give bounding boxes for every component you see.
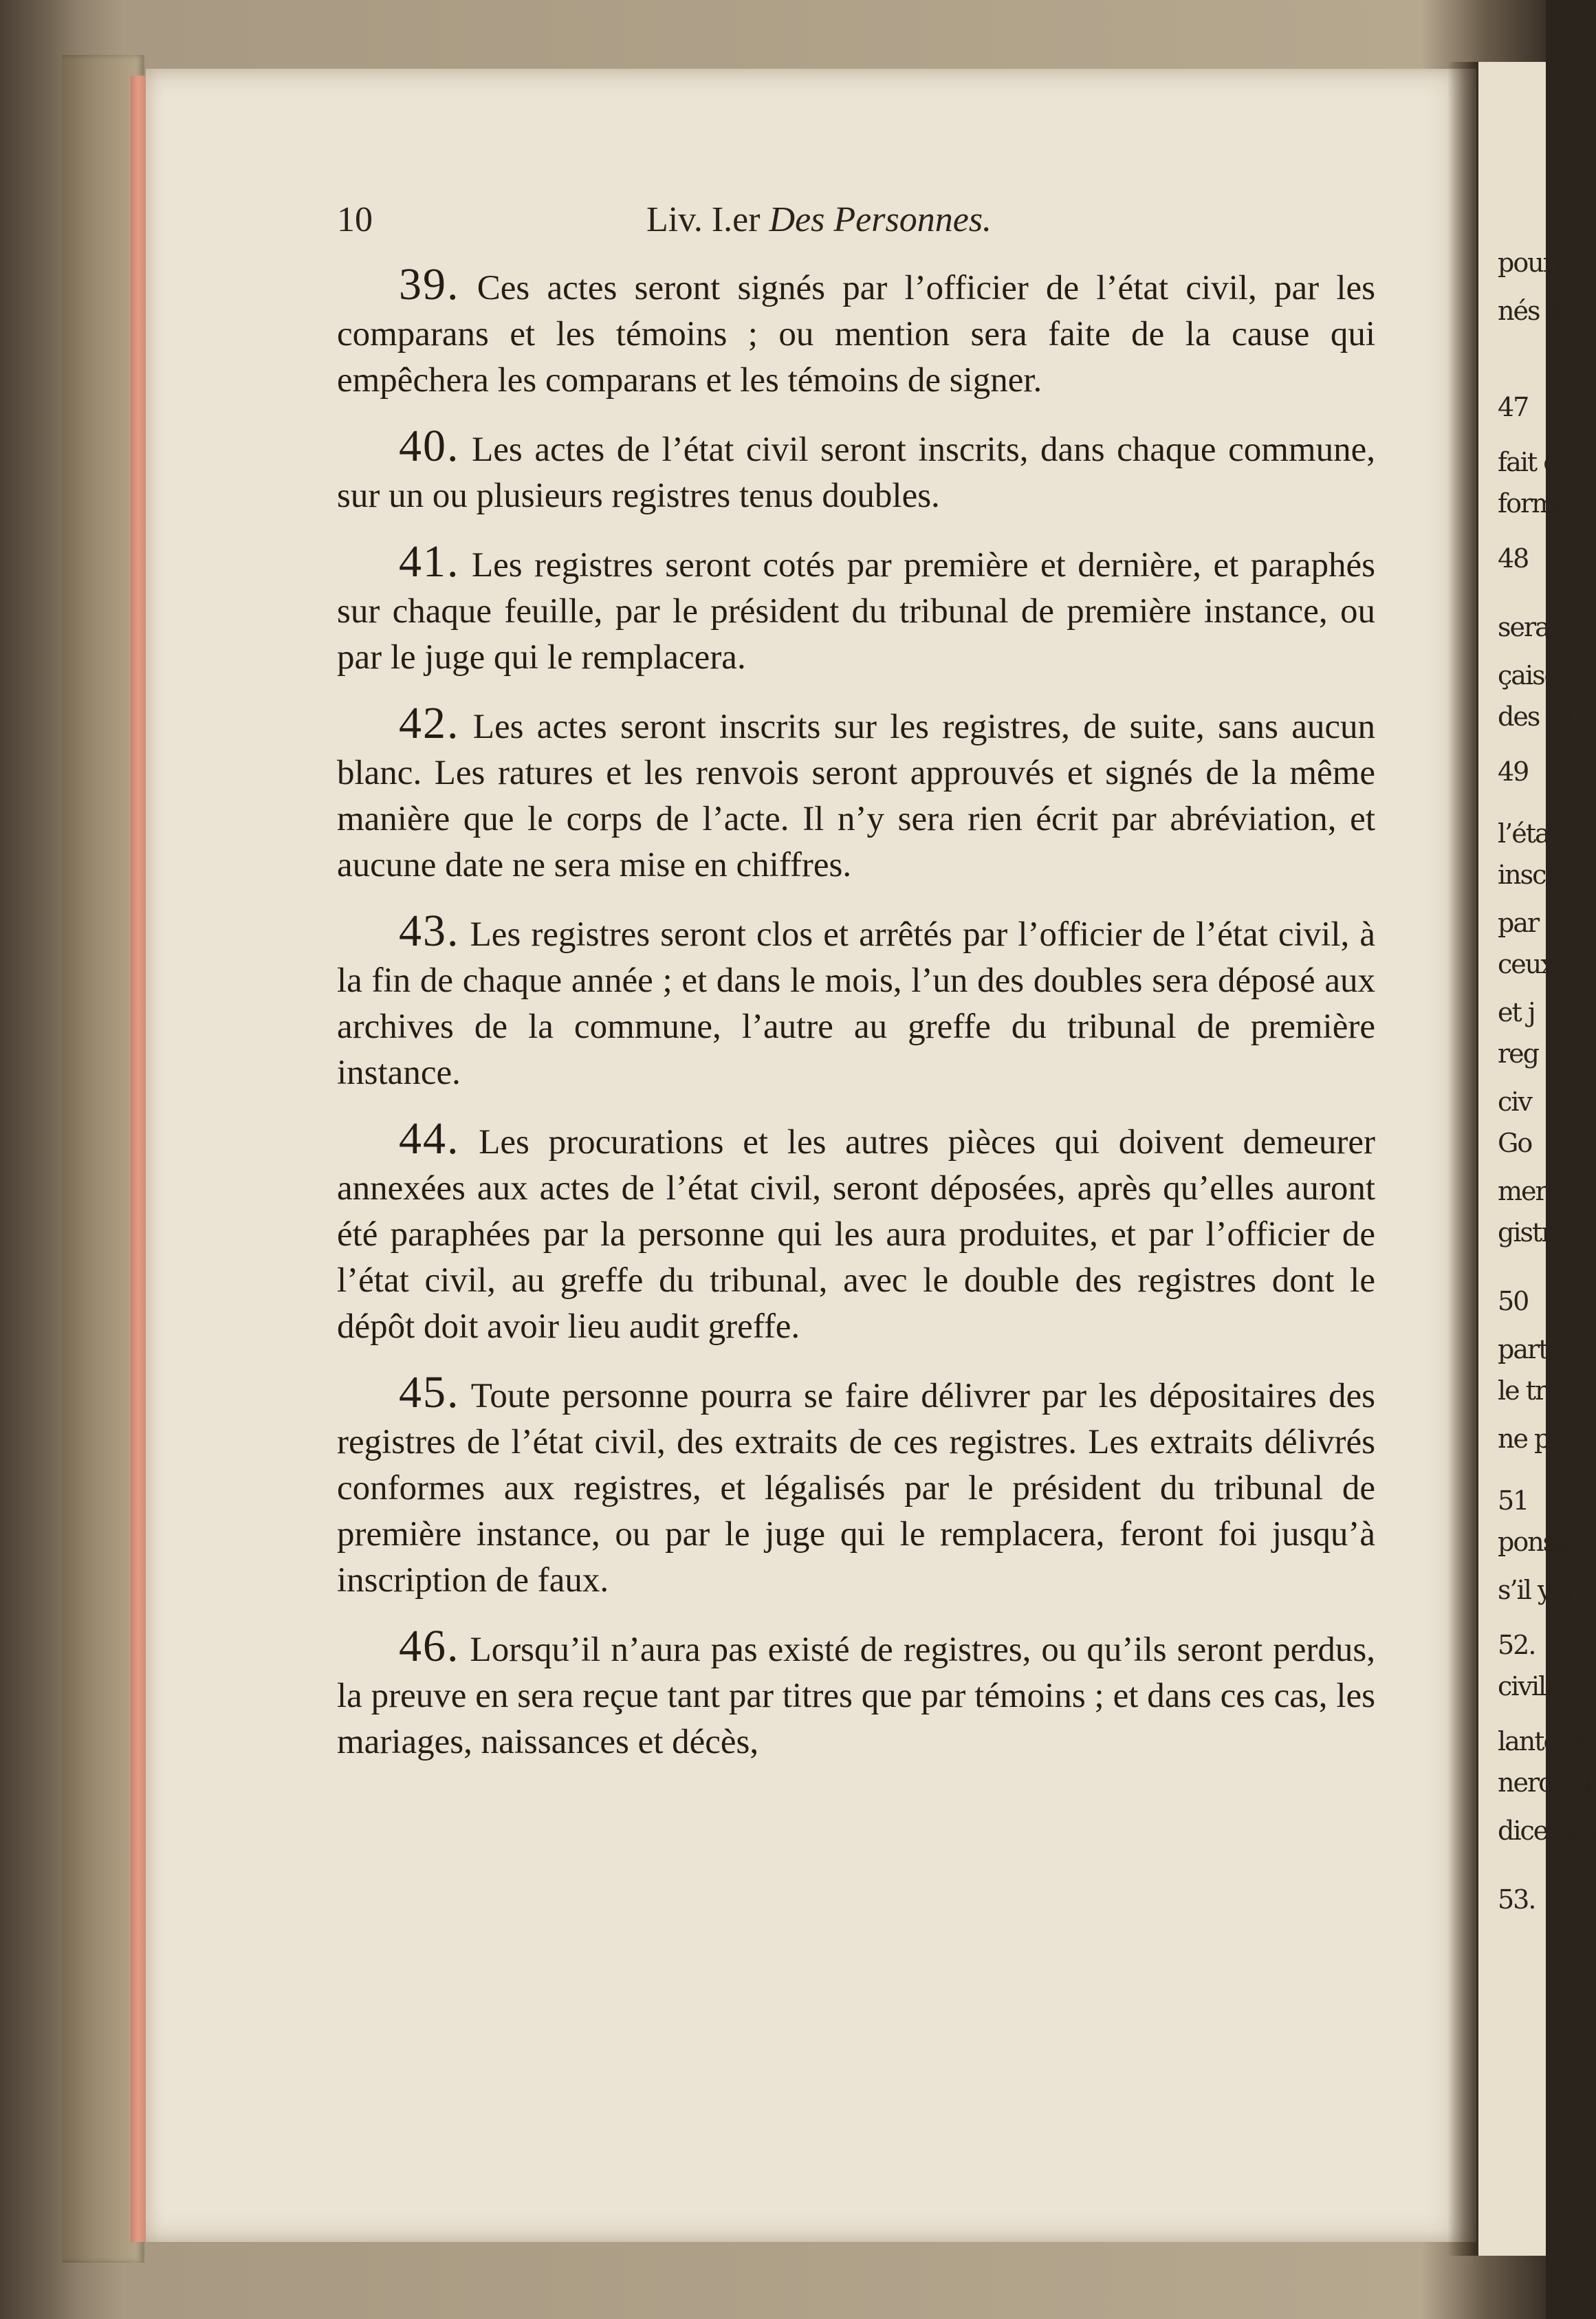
- facing-page-text-fragment: pourr: [1498, 248, 1566, 278]
- facing-page-text-fragment: sera v: [1498, 612, 1570, 642]
- facing-page-text-fragment: Go: [1498, 1128, 1532, 1158]
- facing-page-text-fragment: s’il y a: [1498, 1575, 1573, 1605]
- article-number: 40.: [399, 421, 460, 471]
- facing-page-text-fragment: civ: [1498, 1087, 1531, 1117]
- facing-page-text-fragment: ponsab: [1498, 1527, 1585, 1557]
- facing-page-text-fragment: lante et: [1498, 1726, 1588, 1756]
- book-gutter: [1447, 62, 1482, 2256]
- article-paragraph: [337, 1369, 1375, 1604]
- article-number: 43.: [399, 906, 460, 956]
- facing-page-text-fragment: part: [1498, 1334, 1548, 1364]
- facing-page-text-fragment: l’état: [1498, 818, 1558, 849]
- article-number: 46.: [399, 1621, 460, 1671]
- facing-page-text-fragment: 47: [1498, 392, 1529, 422]
- facing-page-text-fragment: fait e: [1498, 447, 1557, 477]
- facing-page-text-fragment: 48: [1498, 543, 1529, 574]
- facing-page-text-fragment: 49: [1498, 756, 1529, 787]
- running-head: [646, 199, 992, 240]
- facing-page-text-fragment: reg: [1498, 1038, 1538, 1069]
- facing-page-text-fragment: 51: [1498, 1485, 1529, 1516]
- article-number: 42.: [399, 698, 460, 748]
- facing-page-text-fragment: dice des: [1498, 1816, 1596, 1846]
- running-head-book: Liv. I.er: [646, 200, 761, 239]
- facing-page-text-fragment: 52.: [1498, 1630, 1535, 1660]
- facing-page-text-fragment: par: [1498, 908, 1539, 938]
- facing-page-text-fragment: 53.: [1498, 1884, 1535, 1915]
- article-text: Les actes seront inscrits sur les registres, de suite, sans aucun blanc. Les ratures et les renvois seront approuvés et signés de la même manière que le corps de l’acte. Il n’y sera rien écrit par abréviation, et aucune date ne sera mise en chiffres.: [337, 708, 1376, 884]
- facing-page-text-fragment: ceux: [1498, 949, 1554, 979]
- article-paragraph: [337, 423, 1375, 519]
- facing-page-text-fragment: çaises: [1498, 660, 1571, 690]
- article-number: 41.: [399, 536, 460, 587]
- facing-page-text-fragment: mer: [1498, 1176, 1546, 1206]
- facing-page-text-fragment: nés d: [1498, 296, 1562, 326]
- facing-page-text-fragment: des re: [1498, 701, 1572, 732]
- facing-page-text-fragment: ne po: [1498, 1424, 1564, 1454]
- facing-page-text-fragment: civil, to: [1498, 1671, 1583, 1701]
- article-text: Ces actes seront signés par l’officier de l’état civil, par les comparans et les témoins ; ou mention sera faite de la cause qui empêchera les comparans et les témoins de signer.: [337, 269, 1376, 400]
- facing-page-text-fragment: forme: [1498, 488, 1569, 519]
- article-paragraph: [337, 908, 1375, 1096]
- body-text: [337, 261, 1375, 1785]
- running-head-title: Des Personnes.: [769, 200, 992, 239]
- facing-page-text-fragment: et j: [1498, 997, 1535, 1027]
- facing-page-text-fragment: 50: [1498, 1286, 1529, 1316]
- article-text: Les procurations et les autres pièces qui doivent demeurer annexées aux actes de l’état civil, seront déposées, après qu’elles auront été paraphées par la personne qui les aura produites, et par l’officier de l’état civil, au greffe du tribunal, avec le double des registres dont le dépôt doit avoir lieu audit greffe.: [337, 1123, 1375, 1346]
- article-paragraph: [337, 538, 1375, 681]
- article-paragraph: [337, 261, 1375, 404]
- article-paragraph: [337, 1623, 1375, 1765]
- article-text: Les actes de l’état civil seront inscrits, dans chaque commune, sur un ou plusieurs registres tenus doubles.: [337, 431, 1375, 515]
- article-paragraph: [337, 700, 1375, 889]
- facing-page-text-fragment: le tri: [1498, 1375, 1553, 1406]
- article-paragraph: [337, 1115, 1375, 1350]
- article-number: 39.: [399, 259, 460, 309]
- facing-page-fragment: [1478, 62, 1596, 2256]
- red-page-edges: [131, 76, 146, 2242]
- article-number: 45.: [399, 1367, 460, 1417]
- facing-page-text-fragment: neront l: [1498, 1767, 1591, 1798]
- facing-page-text-fragment: gistr: [1498, 1217, 1553, 1248]
- article-text: Toute personne pourra se faire délivrer par les dépositaires des registres de l’état civil, des extraits de ces registres. Les extraits délivrés conformes aux registres, et légalisés par le président du tribunal de première instance, ou par le juge qui le remplacera, feront foi jusqu’à inscription de faux.: [337, 1377, 1375, 1600]
- article-text: Lorsqu’il n’aura pas existé de registres, ou qu’ils seront perdus, la preuve en sera reçue tant par titres que par témoins ; et dans ces cas, les mariages, naissances et décès,: [337, 1631, 1376, 1761]
- article-text: Les registres seront cotés par première et dernière, et paraphés sur chaque feuille, par le président du tribunal de première instance, ou par le juge qui le remplacera.: [337, 546, 1375, 677]
- page-number: 10: [337, 200, 373, 239]
- facing-page-text-fragment: inscr: [1498, 860, 1557, 890]
- article-number: 44.: [399, 1113, 460, 1164]
- article-text: Les registres seront clos et arrêtés par l’officier de l’état civil, à la fin de chaque année ; et dans le mois, l’un des doubles sera déposé aux archives de la commune, l’autre au greffe du tribunal de première instance.: [337, 915, 1375, 1092]
